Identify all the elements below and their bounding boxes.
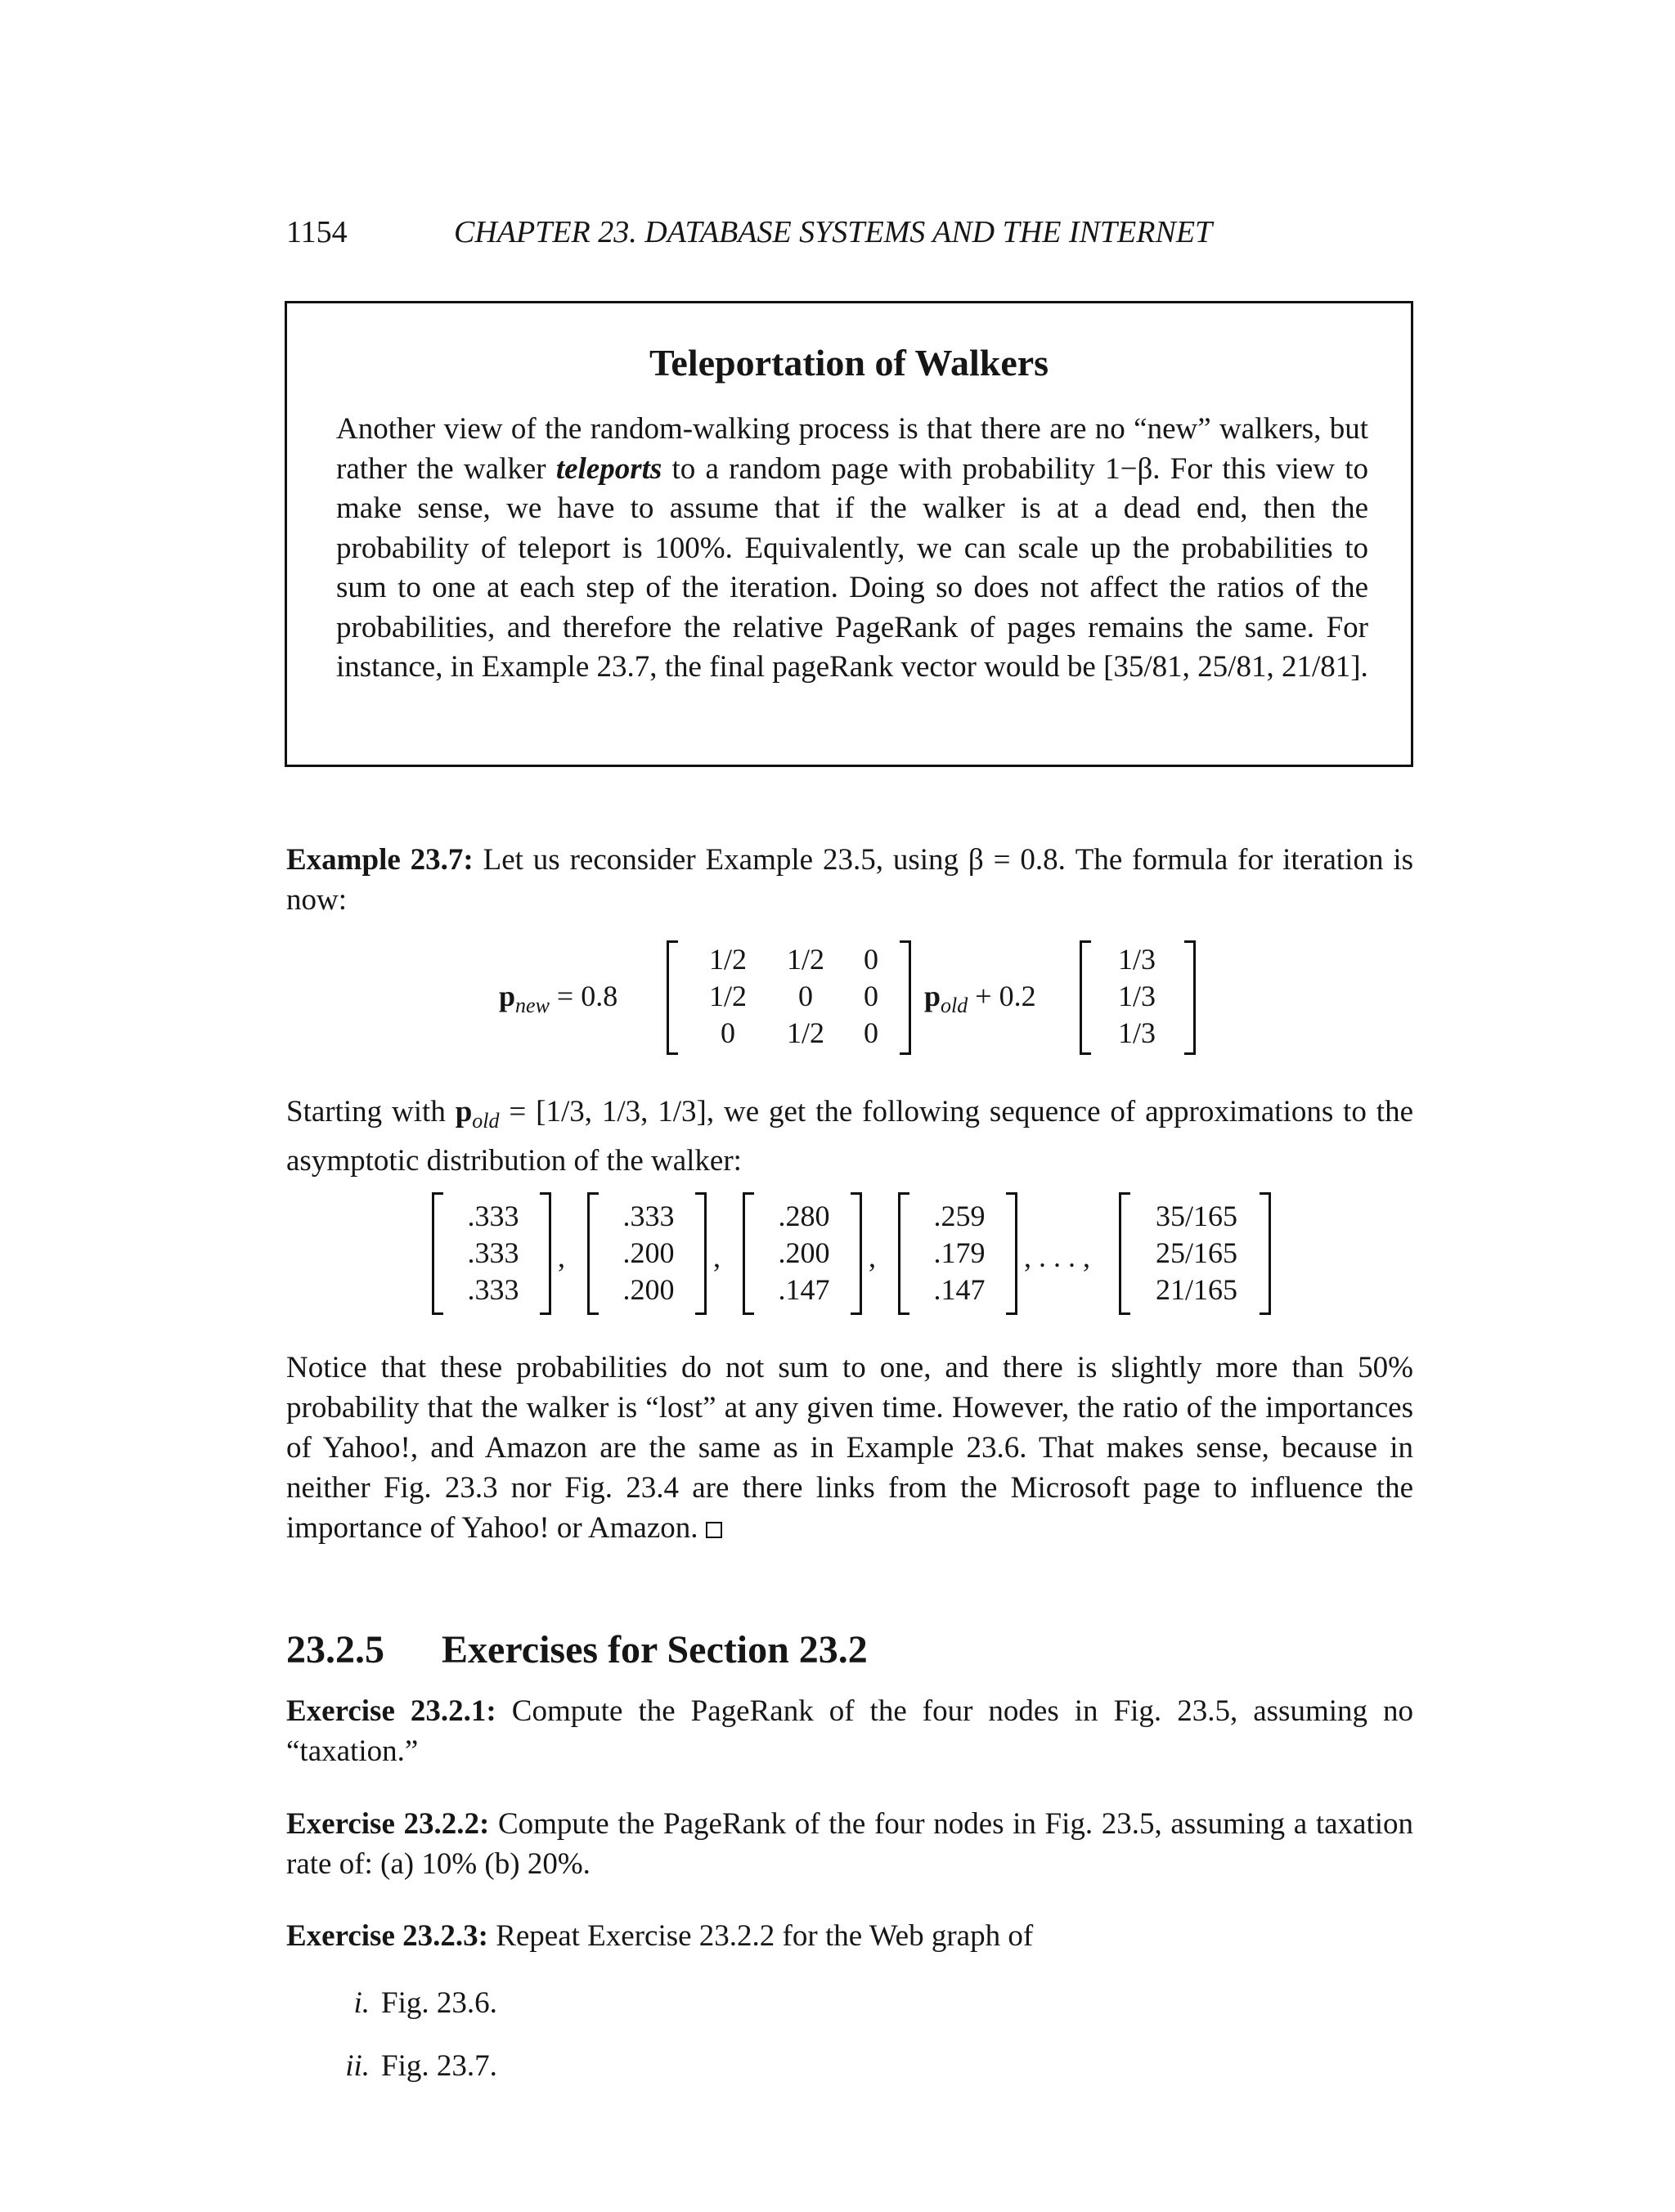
end-of-proof-square: [706, 1522, 722, 1538]
running-head: [286, 214, 1415, 255]
vector-right-bracket: [1260, 1192, 1271, 1315]
vector-left-bracket: [587, 1192, 599, 1315]
exercise-text: Compute the PageRank of the four nodes in Fig. 23.5, assuming no “taxation.”: [286, 1694, 1414, 1768]
formula-lhs: $p_{new} = 0.8$: [499, 980, 618, 1017]
example-paragraph: [286, 840, 1413, 920]
list-marker: i.: [353, 1986, 370, 2020]
matrix-cell: 1/2: [708, 980, 747, 1012]
approximation-sequence: [0, 1192, 1675, 1315]
iteration-formula: [0, 940, 1675, 1055]
matrix-cell: 0: [721, 1016, 735, 1049]
example-label: Example 23.7:: [286, 843, 474, 877]
vector-cell: .147: [778, 1273, 830, 1306]
matrix-cell: 1/2: [786, 943, 824, 976]
matrix-cell: 1/2: [708, 943, 747, 976]
list-text: Fig. 23.6.: [381, 1986, 497, 2020]
list-marker: ii.: [345, 2049, 370, 2083]
matrix-cell: 0: [864, 943, 878, 976]
exercise-label: Exercise 23.2.1:: [286, 1694, 496, 1728]
exercise-paragraph: [286, 1916, 1413, 1956]
section-title: Exercises for Section 23.2: [442, 1628, 868, 1671]
vector-cell: .333: [467, 1236, 519, 1269]
vector-cell: .333: [622, 1200, 675, 1232]
section-number: 23.2.5: [286, 1628, 384, 1671]
list-item: [319, 2048, 497, 2084]
box-text-after: to a random page with probability 1−β. For this view to make sense, we have to assume that if the walker is at a dead end, then the probability of teleport is 100%. Equivalently, we can scale up the probabilities to sum to one at each step of the iteration. Doing so does not affect the ratios of the probabilities, and therefore the relative PageRank of pages remains the same. For instance, in Example 23.7, the final pageRank vector would be [35/81, 25/81, 21/81].: [336, 451, 1368, 684]
p-old-symbol: p: [455, 1095, 473, 1128]
exercise-label: Exercise 23.2.2:: [286, 1807, 490, 1841]
vector-right-bracket: [1006, 1192, 1017, 1315]
section-heading: [286, 1627, 868, 1672]
matrix-cell: 0: [798, 980, 813, 1012]
separator-comma: ,: [558, 1241, 565, 1273]
sequence-ellipsis: , . . . ,: [1024, 1241, 1090, 1273]
vector-cell: .280: [778, 1200, 830, 1232]
matrix-cell: 0: [864, 980, 878, 1012]
starting-paragraph: Starting with $p_{old} = [1/3$, 1/3, 1/3], we get the following sequence of approximations to the asymptotic distribution of the walker:: [286, 1095, 1413, 1178]
vector-left-bracket: [1119, 1192, 1130, 1315]
vector-left-bracket: [1080, 940, 1091, 1055]
vector-cell: 25/165: [1155, 1236, 1237, 1269]
vector-cell: .200: [622, 1236, 675, 1269]
matrix-right-bracket: [900, 940, 911, 1055]
matrix-left-bracket: [667, 940, 678, 1055]
box-emphasis: teleports: [555, 451, 662, 486]
separator-comma: ,: [869, 1241, 876, 1273]
vector-cell: .259: [933, 1200, 986, 1232]
box-text-before: Another view of the random-walking process is that there are no “new” walkers, but rather the walker: [336, 412, 1368, 486]
matrix-cell: 1/2: [786, 1016, 824, 1049]
vector-cell: .200: [778, 1236, 830, 1269]
vector-left-bracket: [898, 1192, 909, 1315]
notice-paragraph: Notice that these probabilities do not sum to one, and there is slightly more than 50% probability that the walker is “lost” at any given time. However, the ratio of the importances of Yahoo!, and Amazon are the same as in Example 23.6. That makes sense, because in neither Fig. 23.3 nor Fig. 23.4 are there links from the Microsoft page to influence the importance of Yahoo! or Amazon.: [286, 1351, 1413, 1545]
vector-cell: 1/3: [1117, 980, 1156, 1012]
sidebar-box: [285, 301, 1413, 767]
vector-right-bracket: [1184, 940, 1196, 1055]
vector-right-bracket: [851, 1192, 862, 1315]
exercise-text: Compute the PageRank of the four nodes in Fig. 23.5, assuming a taxation rate of: (a) 10% (b) 20%.: [286, 1807, 1414, 1881]
exercise-paragraph: [286, 1804, 1413, 1884]
vector-cell: 1/3: [1117, 943, 1156, 976]
vector-left-bracket: [743, 1192, 754, 1315]
page-number: 1154: [286, 215, 348, 249]
box-body: [336, 410, 1368, 688]
vector-cell: 35/165: [1155, 1200, 1237, 1232]
list-item: [319, 1985, 497, 2021]
vector-cell: .333: [467, 1200, 519, 1232]
example-text: Let us reconsider Example 23.5, using β = 0.8. The formula for iteration is now:: [286, 843, 1414, 917]
formula-middle: $p_{old} + 0.2$: [924, 980, 1036, 1017]
box-title: Teleportation of Walkers: [649, 342, 1049, 384]
vector-cell: 1/3: [1117, 1016, 1156, 1049]
vector-cell: .179: [933, 1236, 986, 1269]
separator-comma: ,: [713, 1241, 721, 1273]
matrix-cell: 0: [864, 1016, 878, 1049]
exercise-label: Exercise 23.2.3:: [286, 1919, 488, 1953]
vector-cell: 21/165: [1155, 1273, 1237, 1306]
vector-cell: .200: [622, 1273, 675, 1306]
list-text: Fig. 23.7.: [381, 2049, 497, 2083]
vector-cell: .147: [933, 1273, 986, 1306]
chapter-title: CHAPTER 23. DATABASE SYSTEMS AND THE INTERNET: [454, 215, 1213, 249]
vector-left-bracket: [432, 1192, 443, 1315]
vector-cell: .333: [467, 1273, 519, 1306]
vector-right-bracket: [695, 1192, 707, 1315]
exercise-paragraph: [286, 1691, 1413, 1771]
exercise-text: Repeat Exercise 23.2.2 for the Web graph of: [496, 1919, 1034, 1953]
vector-right-bracket: [540, 1192, 551, 1315]
